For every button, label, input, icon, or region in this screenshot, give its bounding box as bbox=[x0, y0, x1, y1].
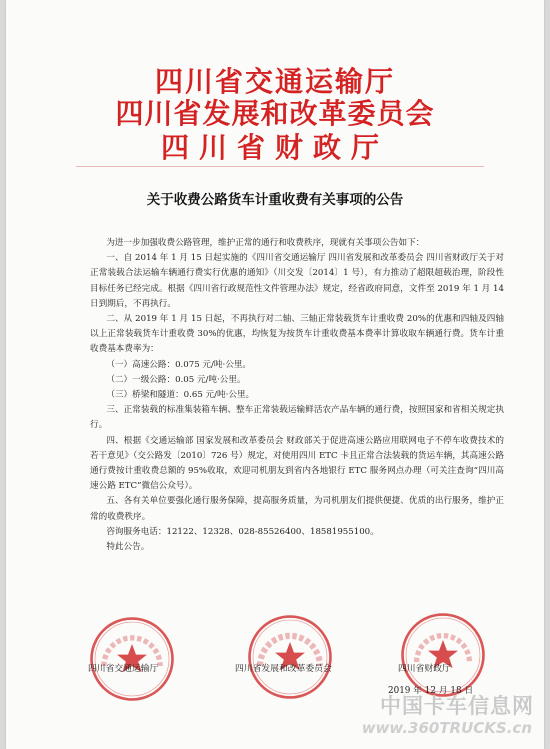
paragraph-4: 四、根据《交通运输部 国家发展和改革委员会 财政部关于促进高速公路应用联网电子不停车收费技术的若干意见》（交公路发〔2010〕726 号）规定，对使用四川 ETC 卡且正常合法装载的货运车辆，其高速公路通行费按计重收费总额的 95%收取，欢迎司机朋友到省内各地银行 ETC 服务网点办理（可关注查询“四川高速公路 ETC”微信公众号）。 bbox=[90, 435, 504, 492]
signature-2: 四川省发展和改革委员会 bbox=[235, 664, 332, 674]
header-divider bbox=[76, 166, 484, 167]
site-watermark: 中国卡车信息网 bbox=[380, 694, 534, 718]
rate-item-3: （三）桥梁和隧道：0.65 元/吨·公里。 bbox=[106, 390, 255, 401]
paragraph-2: 二、从 2019 年 1 月 15 日起，不再执行对二轴、三轴正常装载货车计重收费 20%的优惠和四轴及四轴以上正常装载货车计重收费 30%的优惠，均恢复为按货车计重收费基本费率计算收取车辆通行费。货车计重收费基本费率为： bbox=[90, 314, 504, 355]
paragraph-5: 五、各有关单位要强化通行服务保障，提高服务质量，为司机朋友们提供便捷、优质的出行服务，维护正常的收费秩序。 bbox=[90, 496, 504, 522]
site-watermark-url: www.360TRUCKS.cn bbox=[361, 719, 532, 737]
closing-paragraph: 特此公告。 bbox=[106, 542, 150, 553]
paragraph-3: 三、正常装载的标准集装箱车辆、整车正常装载运输鲜活农产品车辆的通行费，按照国家和省相关规定执行。 bbox=[90, 405, 504, 431]
rate-item-1: （一）高速公路：0.075 元/吨·公里。 bbox=[106, 359, 252, 370]
hotline-paragraph: 咨询服务电话：12122、12328、028-85526400、18581955100。 bbox=[106, 526, 379, 537]
issuer-header-line-1: 四川省交通运输厅 bbox=[154, 65, 395, 98]
intro-paragraph: 为进一步加强收费公路管理，维护正常的通行和收费秩序，现就有关事项公告如下： bbox=[106, 238, 425, 248]
rate-item-2: （二）一级公路：0.05 元/吨·公里。 bbox=[106, 374, 246, 385]
seal-stamp-1 bbox=[88, 615, 176, 703]
signature-date: 2019 年 12 月 18 日 bbox=[388, 686, 474, 696]
document-page bbox=[6, 0, 544, 749]
issuer-header-line-2: 四川省发展和改革委员会 bbox=[115, 97, 435, 130]
signature-1: 四川省交通运输厅 bbox=[88, 664, 159, 674]
document-title: 关于收费公路货车计重收费有关事项的公告 bbox=[146, 192, 404, 208]
issuer-header-line-3: 四川省财政厅 bbox=[160, 131, 389, 164]
seal-stamp-2 bbox=[246, 613, 334, 701]
signature-3: 四川省财政厅 bbox=[398, 664, 451, 674]
document-body bbox=[90, 236, 504, 555]
paragraph-1: 一、自 2014 年 1 月 15 日起实施的《四川省交通运输厅 四川省发展和改革委员会 四川省财政厅关于对正常装载合法运输车辆通行费实行优惠的通知》（川交发〔2014〕1 号），有力推动了超限超载治理，阶段性目标任务已经完成。根据《四川省行政规范性文件管理办法》规定，经省政府同意，文件至 2019 年 1 月 14 日到期后，不再执行。 bbox=[90, 253, 504, 309]
